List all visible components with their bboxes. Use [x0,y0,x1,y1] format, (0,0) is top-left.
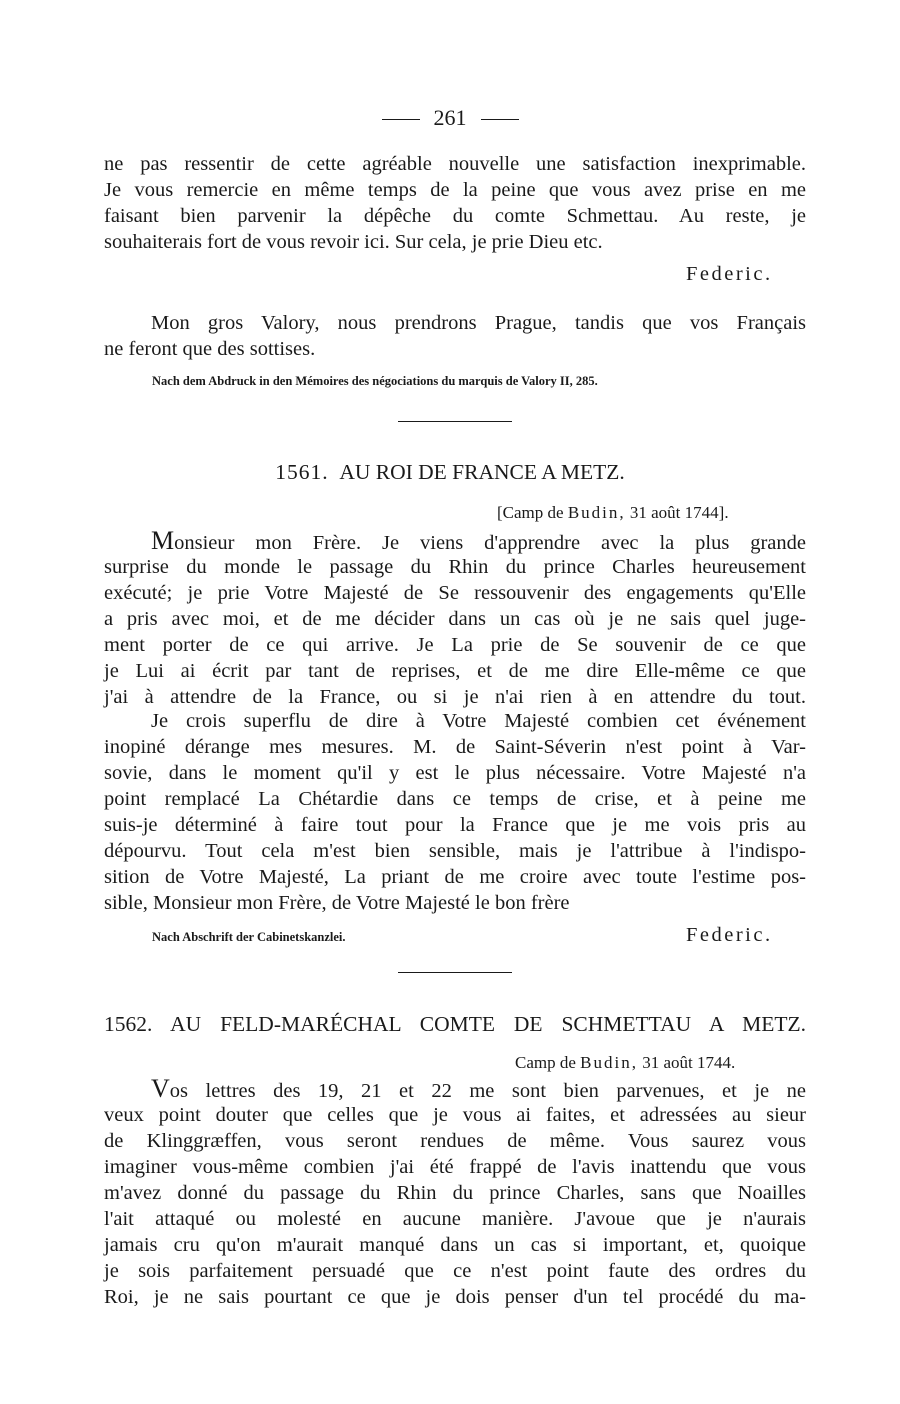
text-line: sible, Monsieur mon Frère, de Votre Majesté le bon frère [104,892,570,914]
text-line: imaginer vous-même combien j'ai été frappé de l'avis inattendu que vous [104,1156,806,1178]
postscript-line: Mon gros Valory, nous prendrons Prague, tandis que vos Français [151,312,806,334]
text-line: a pris avec moi, et de me décider dans un cas où je ne sais quel juge- [104,608,806,630]
text-line: ment porter de ce qui arrive. Je La prie de Se souvenir de ce que [104,634,806,656]
initial-letter: V [151,1074,170,1103]
page-number: 261 [433,105,467,130]
letter-heading [104,1010,806,1038]
text-line: inopiné dérange mes mesures. M. de Saint-Séverin n'est point à Var- [104,736,806,758]
text-line: Je crois superflu de dire à Votre Majesté combien cet événement [151,710,806,732]
signature: Federic. [686,924,773,946]
section-divider [398,972,512,973]
page-number-header [0,104,900,132]
text-line: l'ait attaqué ou molesté en aucune manière. J'avoue que je n'aurais [104,1208,806,1230]
text-line: point remplacé La Chétardie dans ce temps de crise, et à peine me [104,788,806,810]
text-line: dépourvu. Tout cela m'est bien sensible, mais je l'attribue à l'indispo- [104,840,806,862]
date-rest: 31 août 1744]. [629,503,729,522]
text-line: veux point douter que celles que je vous ai faites, et adressées au sieur [104,1104,806,1126]
text-line: suis-je déterminé à faire tout pour la France que je me vois pris au [104,814,806,836]
section-divider [398,421,512,422]
text-line: faisant bien parvenir la dépêche du comte Schmettau. Au reste, je [104,205,806,227]
signature: Federic. [686,263,773,285]
letter-date [515,1052,735,1074]
header-dash-left [382,119,420,120]
text-line: m'avez donné du passage du Rhin du prince Charles, sans que Noailles [104,1182,806,1204]
text-line: j'ai à attendre de la France, ou si je n'ai rien à en attendre du tout. [104,686,806,708]
text-line: jamais cru qu'on m'aurait manqué dans un cas si important, et, quoique [104,1234,806,1256]
text-line-content: os lettres des 19, 21 et 22 me sont bien parvenues, et je ne [169,1080,806,1102]
header-dash-right [481,119,519,120]
initial-letter: M [151,526,175,555]
text-line-content: onsieur mon Frère. Je viens d'apprendre avec la plus grande [174,532,806,554]
text-line [151,1076,806,1104]
source-note: Nach dem Abdruck in den Mémoires des négociations du marquis de Valory II, 285. [152,374,598,388]
text-line: je Lui ai écrit par tant de reprises, et de me dire Elle-même ce que [104,660,806,682]
text-line: Je vous remercie en même temps de la peine que vous avez prise en me [104,179,806,201]
text-line: ne pas ressentir de cette agréable nouvelle une satisfaction inexprimable. [104,153,806,175]
letter-number: 1562. [104,1012,153,1036]
letter-date [497,502,729,524]
date-rest: 31 août 1744. [642,1053,736,1072]
text-line: surprise du monde le passage du Rhin du prince Charles heureusement [104,556,806,578]
date-prefix: [Camp de [497,503,564,522]
text-line: sition de Votre Majesté, La priant de me croire avec toute l'estime pos- [104,866,806,888]
postscript-line: ne feront que des sottises. [104,338,316,360]
date-place: Budin, [580,1053,638,1072]
text-line: de Klinggræffen, vous seront rendues de même. Vous saurez vous [104,1130,806,1152]
letter-heading [0,458,900,486]
text-line: Roi, je ne sais pourtant ce que je dois penser d'un tel procédé du ma- [104,1286,806,1308]
date-place: Budin, [567,503,626,522]
date-prefix: Camp de [515,1053,576,1072]
text-line: sovie, dans le moment qu'il y est le plus nécessaire. Votre Majesté n'a [104,762,806,784]
text-line: exécuté; je prie Votre Majesté de Se ressouvenir des engagements qu'Elle [104,582,806,604]
text-line: souhaiterais fort de vous revoir ici. Sur cela, je prie Dieu etc. [104,231,603,253]
source-note: Nach Abschrift der Cabinetskanzlei. [152,930,346,944]
text-line [151,528,806,556]
letter-title: AU FELD-MARÉCHAL COMTE DE SCHMETTAU A METZ. [170,1012,806,1036]
letter-title: AU ROI DE FRANCE A METZ. [339,460,625,484]
letter-number: 1561. [275,460,329,484]
text-line: je sois parfaitement persuadé que ce n'est point faute des ordres du [104,1260,806,1282]
